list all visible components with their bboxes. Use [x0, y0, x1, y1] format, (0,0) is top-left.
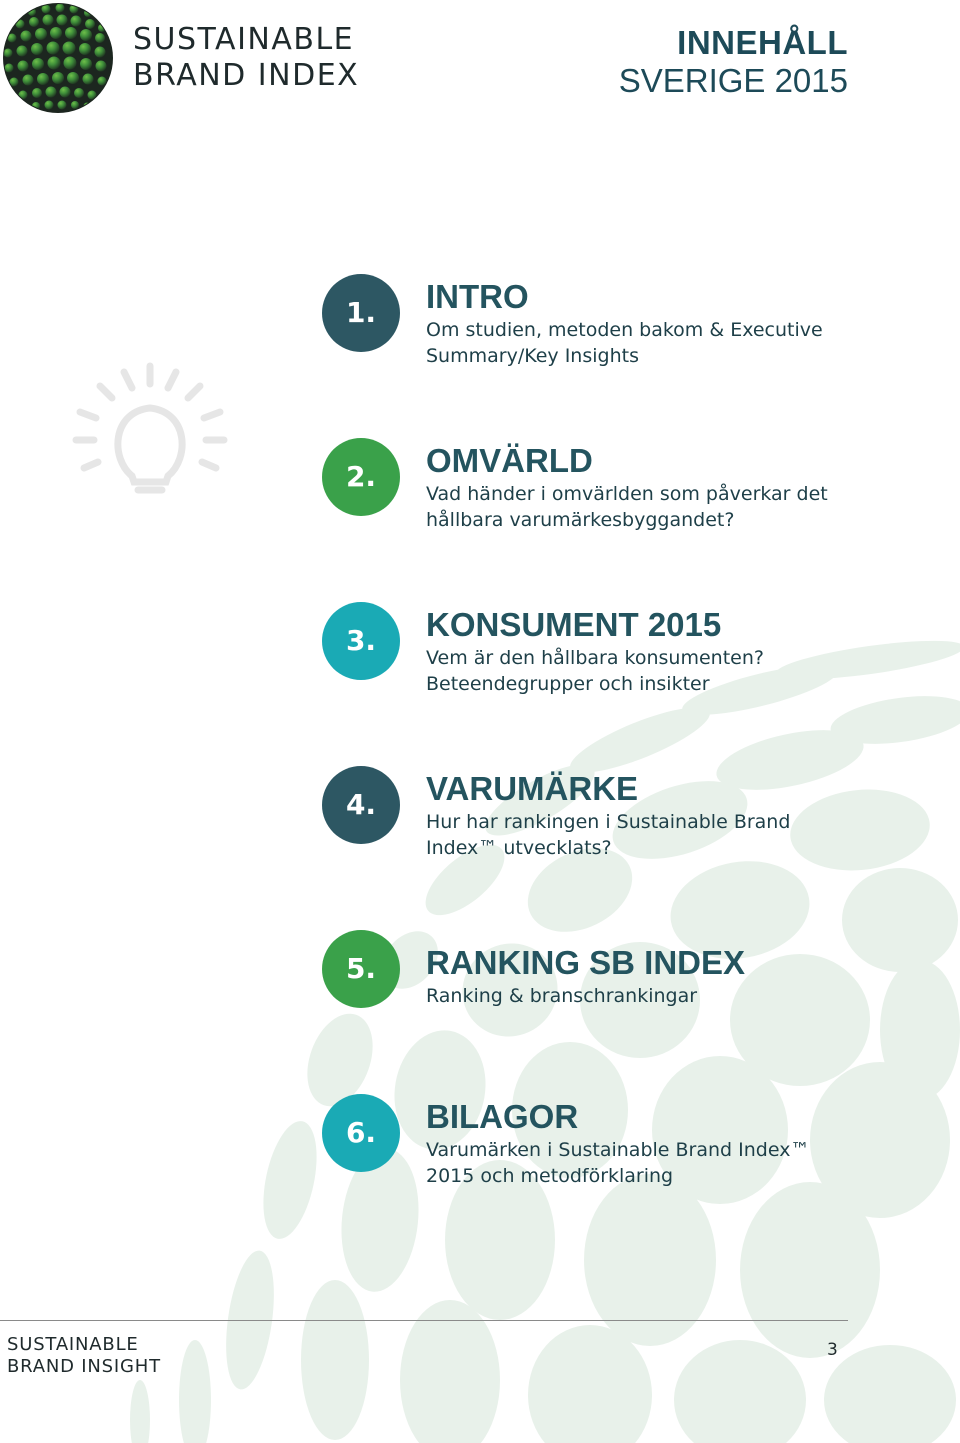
logo-line-1: SUSTAINABLE — [133, 22, 355, 57]
footer-logo-line-2: BRAND INSIGHT — [7, 1356, 161, 1377]
page-title-line-2: SVERIGE 2015 — [618, 62, 848, 99]
toc-item-varumarke[interactable] — [322, 766, 842, 876]
section-title: BILAGOR — [426, 1098, 579, 1135]
section-number-badge: 5. — [322, 930, 400, 1008]
section-title: VARUMÄRKE — [426, 770, 639, 807]
section-title: KONSUMENT 2015 — [426, 606, 722, 643]
section-title: INTRO — [426, 278, 529, 315]
description-line-2: Summary/Key Insights — [426, 345, 639, 367]
description-line-1: Varumärken i Sustainable Brand Index™ — [426, 1139, 810, 1161]
toc-item-intro[interactable] — [322, 274, 842, 384]
footer-divider — [0, 1320, 848, 1321]
description-line-1: Om studien, metoden bakom & Executive — [426, 319, 823, 341]
description-line-1: Vem är den hållbara konsumenten? — [426, 647, 764, 669]
brand-logo-text — [133, 22, 359, 94]
footer-logo-line-1: SUSTAINABLE — [7, 1334, 139, 1355]
toc-item-bilagor[interactable] — [322, 1094, 842, 1204]
description-line-1: Ranking & branschrankingar — [426, 985, 698, 1007]
globe-logo-icon — [2, 2, 114, 114]
section-description — [426, 983, 846, 1009]
section-description — [426, 317, 846, 369]
logo-line-2: BRAND INDEX — [133, 58, 360, 93]
description-line-2: Index™ utvecklats? — [426, 837, 612, 859]
section-description — [426, 645, 846, 697]
section-number-badge: 6. — [322, 1094, 400, 1172]
section-title: OMVÄRLD — [426, 442, 593, 479]
section-number-badge: 1. — [322, 274, 400, 352]
section-title: RANKING SB INDEX — [426, 944, 746, 981]
section-description — [426, 481, 846, 533]
section-number-badge: 2. — [322, 438, 400, 516]
lightbulb-icon — [76, 366, 224, 490]
toc-item-ranking[interactable] — [322, 930, 842, 1040]
description-line-2: Beteendegrupper och insikter — [426, 673, 710, 695]
section-description — [426, 1137, 846, 1189]
section-description — [426, 809, 846, 861]
description-line-2: hållbara varumärkesbyggandet? — [426, 509, 735, 531]
section-number-badge: 4. — [322, 766, 400, 844]
toc-item-omvarld[interactable] — [322, 438, 842, 548]
footer-logo — [7, 1334, 161, 1378]
toc-item-konsument[interactable] — [322, 602, 842, 712]
section-number-badge: 3. — [322, 602, 400, 680]
page-number: 3 — [827, 1340, 838, 1360]
brand-logo — [0, 0, 380, 118]
page-title-line-1: INNEHÅLL — [677, 24, 848, 61]
description-line-1: Vad händer i omvärlden som påverkar det — [426, 483, 828, 505]
description-line-1: Hur har rankingen i Sustainable Brand — [426, 811, 791, 833]
description-line-2: 2015 och metodförklaring — [426, 1165, 674, 1187]
page-title — [619, 24, 848, 100]
